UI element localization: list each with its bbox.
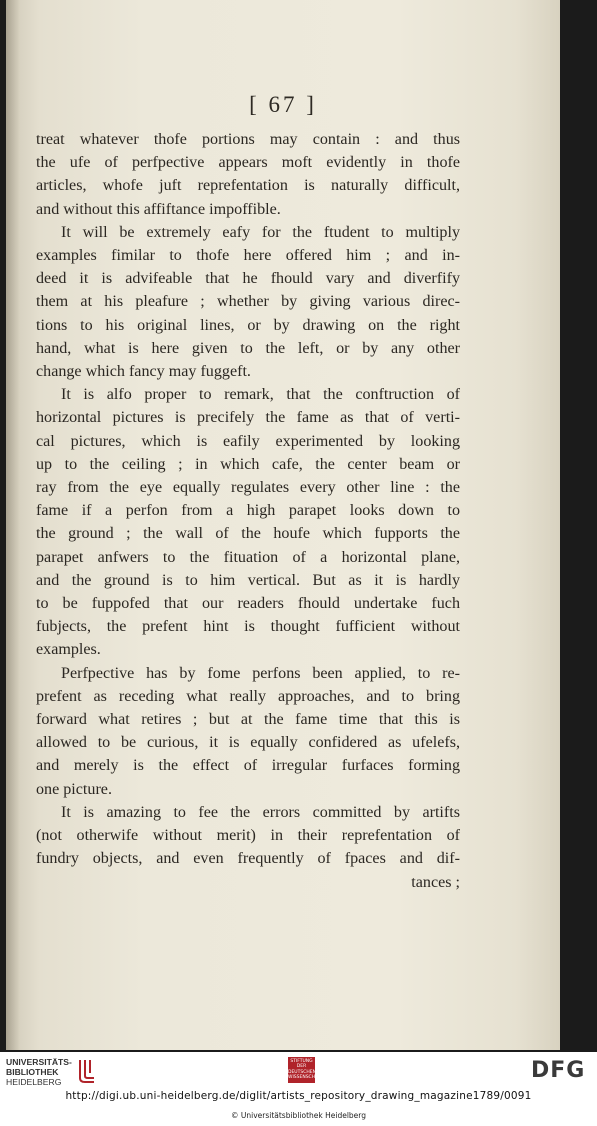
text-line: change which fancy may fuggeft.	[36, 363, 251, 381]
page-gutter-shadow	[6, 0, 20, 1050]
ub-emblem-icon	[76, 1058, 98, 1084]
text-line: them at his pleafure ; whether by giving various direc-	[36, 293, 460, 311]
text-line: (not otherwife without merit) in their reprefentation of	[36, 827, 460, 845]
text-line: parapet anfwers to the fituation of a horizontal plane,	[36, 548, 460, 566]
text-line: deed it is advifeable that he fhould vary and diverfify	[36, 270, 460, 288]
text-line: It is alfo proper to remark, that the conftruction of	[61, 386, 460, 404]
text-line: Perfpective has by fome perfons been applied, to re-	[61, 664, 460, 682]
text-line: prefent as receding what really approaches, and to bring	[36, 687, 460, 705]
source-url-link[interactable]: http://digi.ub.uni-heidelberg.de/diglit/artists_repository_drawing_magazine1789/0091	[65, 1090, 532, 1102]
text-line: It is amazing to fee the errors committed by artifts	[61, 803, 460, 821]
text-line: treat whatever thofe portions may contain : and thus	[36, 131, 460, 148]
text-line: the ground ; the wall of the houfe which fupports the	[36, 525, 460, 543]
text-line: examples fimilar to thofe here offered him ; and in-	[36, 247, 460, 265]
text-line: up to the ceiling ; in which cafe, the center beam or	[36, 455, 460, 473]
text-line: allowed to be curious, it is equally confidered as ufelefs,	[36, 734, 460, 752]
text-line: one picture.	[36, 780, 112, 798]
copyright-notice: © Universitätsbibliothek Heidelberg	[230, 1111, 366, 1120]
text-line: the ufe of perfpective appears moft evidently in thofe	[36, 154, 460, 172]
text-line: horizontal pictures is precifely the fame as that of verti-	[36, 409, 460, 427]
text-line: examples.	[36, 641, 101, 659]
text-line: articles, whofe juft reprefentation is naturally difficult,	[36, 177, 460, 195]
library-name-line-2: BIBLIOTHEK	[6, 1067, 59, 1077]
text-line: hand, what is here given to the left, or by any other	[36, 339, 460, 357]
text-line: and merely is the effect of irregular furfaces forming	[36, 757, 460, 775]
dfg-logo[interactable]: DFG	[531, 1058, 586, 1083]
book-page	[6, 0, 560, 1050]
library-name-line-1: UNIVERSITÄTS-	[6, 1057, 72, 1067]
text-line: fame if a perfon from a high parapet looks down to	[36, 502, 460, 520]
text-line: It will be extremely eafy for the ftudent to multiply	[61, 223, 460, 241]
text-line: ray from the eye equally regulates every other line : the	[36, 479, 460, 497]
text-line: tances ;	[411, 873, 460, 891]
text-line: and the ground is to him vertical. But as it is hardly	[36, 571, 460, 589]
text-line: cal pictures, which is eafily experimented by looking	[36, 432, 460, 450]
library-name-line-3: HEIDELBERG	[6, 1077, 62, 1087]
university-library-logo[interactable]	[6, 1057, 98, 1087]
foundation-stamp-icon: STIFTUNG DER DEUTSCHEN WISSENSCHAFT	[288, 1057, 315, 1083]
text-line: and without this affiftance impoffible.	[36, 200, 281, 218]
text-line: fubjects, the prefent hint is thought fufficient without	[36, 618, 460, 636]
text-line: to be fuppofed that our readers fhould undertake fuch	[36, 595, 460, 613]
body-text	[36, 128, 460, 894]
text-line: tions to his original lines, or by drawing on the right	[36, 316, 460, 334]
text-line: forward what retires ; but at the fame time that this is	[36, 711, 460, 729]
page-number-header: [ 67 ]	[249, 92, 317, 117]
text-line: fundry objects, and even frequently of fpaces and dif-	[36, 850, 460, 868]
